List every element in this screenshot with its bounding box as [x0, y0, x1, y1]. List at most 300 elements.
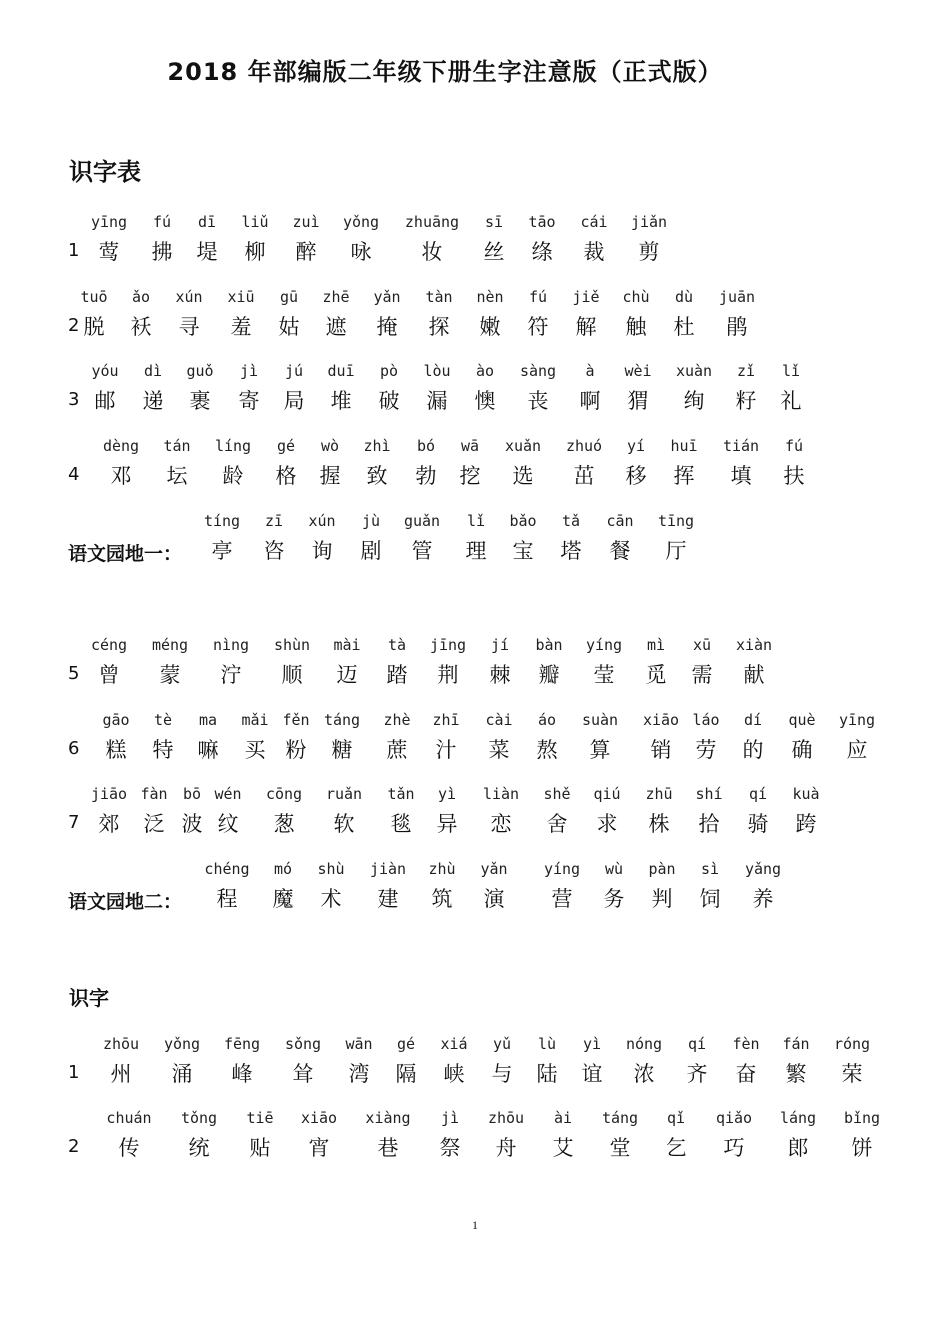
- pinyin: cài: [485, 711, 513, 729]
- hanzi: 踏: [386, 663, 408, 687]
- pinyin: yóu: [91, 362, 119, 380]
- pinyin: zhōu: [102, 1035, 140, 1053]
- hanzi: 营: [551, 887, 573, 911]
- pinyin: nèn: [476, 288, 504, 306]
- char-row: [0, 860, 950, 920]
- pinyin: tè: [153, 711, 173, 729]
- row-label: 7: [68, 812, 80, 833]
- hanzi: 巧: [723, 1136, 745, 1160]
- hanzi: 求: [596, 812, 618, 836]
- pinyin: yǎn: [480, 860, 508, 878]
- hanzi: 舍: [546, 812, 568, 836]
- hanzi: 需: [691, 663, 713, 687]
- hanzi: 破: [378, 389, 400, 413]
- hanzi: 蒙: [159, 663, 181, 687]
- hanzi: 脱: [83, 315, 105, 339]
- hanzi: 格: [275, 464, 297, 488]
- hanzi: 触: [625, 315, 647, 339]
- pinyin: fèn: [732, 1035, 760, 1053]
- pinyin: chuán: [106, 1109, 152, 1127]
- hanzi: 传: [118, 1136, 140, 1160]
- pinyin: liàn: [482, 785, 520, 803]
- pinyin: zhōu: [487, 1109, 525, 1127]
- hanzi: 啊: [579, 389, 601, 413]
- pinyin: lù: [537, 1035, 557, 1053]
- pinyin: ruǎn: [325, 785, 363, 803]
- hanzi: 寻: [178, 315, 200, 339]
- pinyin: zhè: [383, 711, 411, 729]
- hanzi: 龄: [222, 464, 244, 488]
- hanzi: 跨: [795, 812, 817, 836]
- hanzi: 繁: [785, 1062, 807, 1086]
- pinyin: guǎn: [403, 512, 441, 530]
- pinyin: bǐng: [843, 1109, 881, 1127]
- pinyin: shù: [317, 860, 345, 878]
- hanzi: 解: [575, 315, 597, 339]
- pinyin: jiǎn: [630, 213, 668, 231]
- hanzi: 浓: [633, 1062, 655, 1086]
- hanzi: 曾: [98, 663, 120, 687]
- char-row: [0, 512, 950, 572]
- hanzi: 遮: [325, 315, 347, 339]
- pinyin: áo: [537, 711, 557, 729]
- pinyin: láng: [779, 1109, 817, 1127]
- hanzi: 顺: [281, 663, 303, 687]
- hanzi: 握: [319, 464, 341, 488]
- char-row: [0, 437, 950, 497]
- hanzi: 湾: [348, 1062, 370, 1086]
- pinyin: chéng: [204, 860, 250, 878]
- hanzi: 理: [465, 539, 487, 563]
- pinyin: yì: [582, 1035, 602, 1053]
- char-row: [0, 213, 950, 273]
- hanzi: 询: [311, 539, 333, 563]
- hanzi: 异: [436, 812, 458, 836]
- hanzi: 宵: [308, 1136, 330, 1160]
- hanzi: 株: [648, 812, 670, 836]
- hanzi: 筑: [431, 887, 453, 911]
- pinyin: yǔ: [492, 1035, 512, 1053]
- pinyin: táng: [601, 1109, 639, 1127]
- pinyin: yǒng: [163, 1035, 201, 1053]
- char-row: [0, 636, 950, 696]
- pinyin: jiě: [572, 288, 600, 306]
- pinyin: jí: [490, 636, 510, 654]
- hanzi: 祭: [439, 1136, 461, 1160]
- pinyin: pò: [379, 362, 399, 380]
- hanzi: 糕: [105, 738, 127, 762]
- pinyin: xuǎn: [504, 437, 542, 455]
- hanzi: 局: [283, 389, 305, 413]
- hanzi: 嫩: [479, 315, 501, 339]
- pinyin: méng: [151, 636, 189, 654]
- hanzi: 莺: [98, 240, 120, 264]
- hanzi: 绚: [683, 389, 705, 413]
- hanzi: 菜: [488, 738, 510, 762]
- hanzi: 羞: [230, 315, 252, 339]
- pinyin: nóng: [625, 1035, 663, 1053]
- pinyin: róng: [833, 1035, 871, 1053]
- pinyin: fú: [152, 213, 172, 231]
- hanzi: 猬: [627, 389, 649, 413]
- pinyin: zhuó: [565, 437, 603, 455]
- pinyin: qǐ: [666, 1109, 686, 1127]
- char-row: [0, 1035, 950, 1095]
- pinyin: gé: [396, 1035, 416, 1053]
- hanzi: 恋: [490, 812, 512, 836]
- pinyin: xiū: [227, 288, 255, 306]
- hanzi: 堤: [196, 240, 218, 264]
- pinyin: qiú: [593, 785, 621, 803]
- pinyin: qí: [687, 1035, 707, 1053]
- hanzi: 艾: [552, 1136, 574, 1160]
- hanzi: 递: [142, 389, 164, 413]
- hanzi: 妆: [421, 240, 443, 264]
- pinyin: yǎng: [744, 860, 782, 878]
- pinyin: dèng: [102, 437, 140, 455]
- pinyin: gū: [279, 288, 299, 306]
- pinyin: lǐ: [466, 512, 486, 530]
- hanzi: 丝: [483, 240, 505, 264]
- hanzi: 勃: [415, 464, 437, 488]
- pinyin: nìng: [212, 636, 250, 654]
- hanzi: 毯: [390, 812, 412, 836]
- hanzi: 符: [527, 315, 549, 339]
- pinyin: líng: [214, 437, 252, 455]
- pinyin: xū: [692, 636, 712, 654]
- pinyin: tuō: [80, 288, 108, 306]
- pinyin: táng: [323, 711, 361, 729]
- hanzi: 咨: [263, 539, 285, 563]
- hanzi: 舟: [495, 1136, 517, 1160]
- hanzi: 剧: [360, 539, 382, 563]
- pinyin: fěn: [282, 711, 310, 729]
- hanzi: 谊: [581, 1062, 603, 1086]
- pinyin: qí: [748, 785, 768, 803]
- hanzi: 袄: [130, 315, 152, 339]
- hanzi: 致: [366, 464, 388, 488]
- row-label: 语文园地一：: [68, 543, 183, 565]
- pinyin: cōng: [265, 785, 303, 803]
- pinyin: wù: [604, 860, 624, 878]
- hanzi: 确: [791, 738, 813, 762]
- pinyin: guǒ: [186, 362, 214, 380]
- hanzi: 郎: [787, 1136, 809, 1160]
- hanzi: 拾: [698, 812, 720, 836]
- pinyin: zhē: [322, 288, 350, 306]
- hanzi: 填: [730, 464, 752, 488]
- pinyin: xiāo: [642, 711, 680, 729]
- hanzi: 献: [743, 663, 765, 687]
- hanzi: 堂: [609, 1136, 631, 1160]
- hanzi: 奋: [735, 1062, 757, 1086]
- hanzi: 裁: [583, 240, 605, 264]
- pinyin: fán: [782, 1035, 810, 1053]
- page-title: 2018 年部编版二年级下册生字注意版（正式版）: [167, 58, 723, 86]
- hanzi: 判: [651, 887, 673, 911]
- hanzi: 程: [216, 887, 238, 911]
- hanzi: 瓣: [538, 663, 560, 687]
- pinyin: ǎo: [131, 288, 151, 306]
- pinyin: xiá: [440, 1035, 468, 1053]
- hanzi: 宝: [512, 539, 534, 563]
- hanzi: 扶: [783, 464, 805, 488]
- hanzi: 嘛: [197, 738, 219, 762]
- hanzi: 姑: [278, 315, 300, 339]
- pinyin: xún: [175, 288, 203, 306]
- pinyin: fàn: [140, 785, 168, 803]
- hanzi: 咏: [350, 240, 372, 264]
- pinyin: shě: [543, 785, 571, 803]
- row-label: 5: [68, 663, 80, 684]
- pinyin: tīng: [657, 512, 695, 530]
- hanzi: 剪: [638, 240, 660, 264]
- pinyin: tǎ: [561, 512, 581, 530]
- pinyin: tǒng: [180, 1109, 218, 1127]
- hanzi: 挥: [673, 464, 695, 488]
- pinyin: gé: [276, 437, 296, 455]
- hanzi: 乞: [665, 1136, 687, 1160]
- pinyin: xiàn: [735, 636, 773, 654]
- hanzi: 峡: [443, 1062, 465, 1086]
- pinyin: sàng: [519, 362, 557, 380]
- pinyin: yǒng: [342, 213, 380, 231]
- pinyin: yǎn: [373, 288, 401, 306]
- hanzi: 餐: [609, 539, 631, 563]
- hanzi: 裹: [189, 389, 211, 413]
- pinyin: céng: [90, 636, 128, 654]
- pinyin: dù: [674, 288, 694, 306]
- hanzi: 术: [320, 887, 342, 911]
- pinyin: cái: [580, 213, 608, 231]
- pinyin: zǐ: [736, 362, 756, 380]
- pinyin: tián: [722, 437, 760, 455]
- pinyin: lòu: [423, 362, 451, 380]
- hanzi: 务: [603, 887, 625, 911]
- hanzi: 荆: [437, 663, 459, 687]
- hanzi: 演: [483, 887, 505, 911]
- pinyin: jì: [239, 362, 259, 380]
- pinyin: tāo: [528, 213, 556, 231]
- hanzi: 粉: [285, 738, 307, 762]
- pinyin: fú: [528, 288, 548, 306]
- pinyin: qiǎo: [715, 1109, 753, 1127]
- hanzi: 邓: [110, 464, 132, 488]
- pinyin: ào: [475, 362, 495, 380]
- pinyin: jù: [361, 512, 381, 530]
- hanzi: 堆: [330, 389, 352, 413]
- pinyin: xiàng: [365, 1109, 411, 1127]
- hanzi: 巷: [377, 1136, 399, 1160]
- hanzi: 礼: [780, 389, 802, 413]
- pinyin: bǎo: [509, 512, 537, 530]
- hanzi: 坛: [166, 464, 188, 488]
- hanzi: 邮: [94, 389, 116, 413]
- hanzi: 杜: [673, 315, 695, 339]
- pinyin: yíng: [585, 636, 623, 654]
- hanzi: 劳: [695, 738, 717, 762]
- row-label: 1: [68, 1062, 80, 1083]
- hanzi: 荣: [841, 1062, 863, 1086]
- pinyin: tǎn: [387, 785, 415, 803]
- pinyin: yí: [626, 437, 646, 455]
- char-row: [0, 362, 950, 422]
- hanzi: 齐: [686, 1062, 708, 1086]
- hanzi: 骑: [747, 812, 769, 836]
- pinyin: yì: [437, 785, 457, 803]
- hanzi: 棘: [489, 663, 511, 687]
- pinyin: chù: [622, 288, 650, 306]
- hanzi: 涌: [171, 1062, 193, 1086]
- pinyin: fēng: [223, 1035, 261, 1053]
- pinyin: jiàn: [369, 860, 407, 878]
- char-row: [0, 785, 950, 845]
- pinyin: suàn: [581, 711, 619, 729]
- hanzi: 波: [181, 812, 203, 836]
- hanzi: 觅: [645, 663, 667, 687]
- pinyin: à: [585, 362, 595, 380]
- pinyin: fú: [784, 437, 804, 455]
- hanzi: 糖: [331, 738, 353, 762]
- pinyin: wā: [460, 437, 480, 455]
- hanzi: 隔: [395, 1062, 417, 1086]
- pinyin: wān: [345, 1035, 373, 1053]
- hanzi: 茁: [573, 464, 595, 488]
- pinyin: què: [788, 711, 816, 729]
- hanzi: 蔗: [386, 738, 408, 762]
- hanzi: 迈: [336, 663, 358, 687]
- hanzi: 饼: [851, 1136, 873, 1160]
- pinyin: zuì: [292, 213, 320, 231]
- pinyin: wò: [320, 437, 340, 455]
- pinyin: tán: [163, 437, 191, 455]
- pinyin: yīng: [838, 711, 876, 729]
- row-label: 4: [68, 464, 80, 485]
- pinyin: jīng: [429, 636, 467, 654]
- hanzi: 买: [244, 738, 266, 762]
- hanzi: 峰: [231, 1062, 253, 1086]
- pinyin: kuà: [792, 785, 820, 803]
- hanzi: 耸: [292, 1062, 314, 1086]
- char-row: [0, 711, 950, 771]
- pinyin: ài: [553, 1109, 573, 1127]
- hanzi: 泞: [220, 663, 242, 687]
- pinyin: mì: [646, 636, 666, 654]
- hanzi: 管: [411, 539, 433, 563]
- pinyin: xún: [308, 512, 336, 530]
- char-row: [0, 1109, 950, 1169]
- pinyin: yīng: [90, 213, 128, 231]
- pinyin: bàn: [535, 636, 563, 654]
- hanzi: 亭: [211, 539, 233, 563]
- hanzi: 陆: [536, 1062, 558, 1086]
- row-label: 6: [68, 738, 80, 759]
- pinyin: jì: [440, 1109, 460, 1127]
- pinyin: zhī: [432, 711, 460, 729]
- pinyin: gāo: [102, 711, 130, 729]
- pinyin: wèi: [624, 362, 652, 380]
- pinyin: xiāo: [300, 1109, 338, 1127]
- pinyin: dì: [143, 362, 163, 380]
- pinyin: láo: [692, 711, 720, 729]
- pinyin: zhù: [428, 860, 456, 878]
- hanzi: 熬: [536, 738, 558, 762]
- row-label: 3: [68, 389, 80, 410]
- hanzi: 的: [742, 738, 764, 762]
- pinyin: tiē: [246, 1109, 274, 1127]
- pinyin: xuàn: [675, 362, 713, 380]
- hanzi: 籽: [735, 389, 757, 413]
- hanzi: 漏: [426, 389, 448, 413]
- hanzi: 懊: [474, 389, 496, 413]
- hanzi: 养: [752, 887, 774, 911]
- hanzi: 软: [333, 812, 355, 836]
- hanzi: 算: [589, 738, 611, 762]
- pinyin: cān: [606, 512, 634, 530]
- pinyin: mǎi: [241, 711, 269, 729]
- row-label: 1: [68, 240, 80, 261]
- pinyin: zī: [264, 512, 284, 530]
- hanzi: 拂: [151, 240, 173, 264]
- pinyin: jú: [284, 362, 304, 380]
- pinyin: bō: [182, 785, 202, 803]
- pinyin: shí: [695, 785, 723, 803]
- hanzi: 应: [846, 738, 868, 762]
- pinyin: tàn: [425, 288, 453, 306]
- pinyin: liǔ: [241, 213, 269, 231]
- pinyin: juān: [718, 288, 756, 306]
- pinyin: shùn: [273, 636, 311, 654]
- pinyin: mài: [333, 636, 361, 654]
- pinyin: yíng: [543, 860, 581, 878]
- hanzi: 挖: [459, 464, 481, 488]
- hanzi: 塔: [560, 539, 582, 563]
- pinyin: bó: [416, 437, 436, 455]
- hanzi: 探: [428, 315, 450, 339]
- pinyin: zhì: [363, 437, 391, 455]
- hanzi: 销: [650, 738, 672, 762]
- hanzi: 特: [152, 738, 174, 762]
- hanzi: 统: [188, 1136, 210, 1160]
- pinyin: sǒng: [284, 1035, 322, 1053]
- hanzi: 饲: [699, 887, 721, 911]
- hanzi: 丧: [527, 389, 549, 413]
- hanzi: 与: [491, 1062, 513, 1086]
- pinyin: jiāo: [90, 785, 128, 803]
- section-heading-shizibiao: 识字表: [69, 158, 141, 186]
- hanzi: 州: [110, 1062, 132, 1086]
- pinyin: ma: [198, 711, 218, 729]
- pinyin: sī: [484, 213, 504, 231]
- hanzi: 绦: [531, 240, 553, 264]
- pinyin: sì: [700, 860, 720, 878]
- pinyin: tà: [387, 636, 407, 654]
- hanzi: 建: [377, 887, 399, 911]
- hanzi: 柳: [244, 240, 266, 264]
- page-number: 1: [472, 1218, 478, 1232]
- hanzi: 郊: [98, 812, 120, 836]
- row-label: 2: [68, 1136, 80, 1157]
- hanzi: 纹: [217, 812, 239, 836]
- pinyin: zhuāng: [404, 213, 460, 231]
- pinyin: zhū: [645, 785, 673, 803]
- pinyin: wén: [214, 785, 242, 803]
- hanzi: 鹃: [726, 315, 748, 339]
- pinyin: tíng: [203, 512, 241, 530]
- section-heading-shizi: 识字: [69, 986, 109, 1010]
- pinyin: mó: [273, 860, 293, 878]
- pinyin: pàn: [648, 860, 676, 878]
